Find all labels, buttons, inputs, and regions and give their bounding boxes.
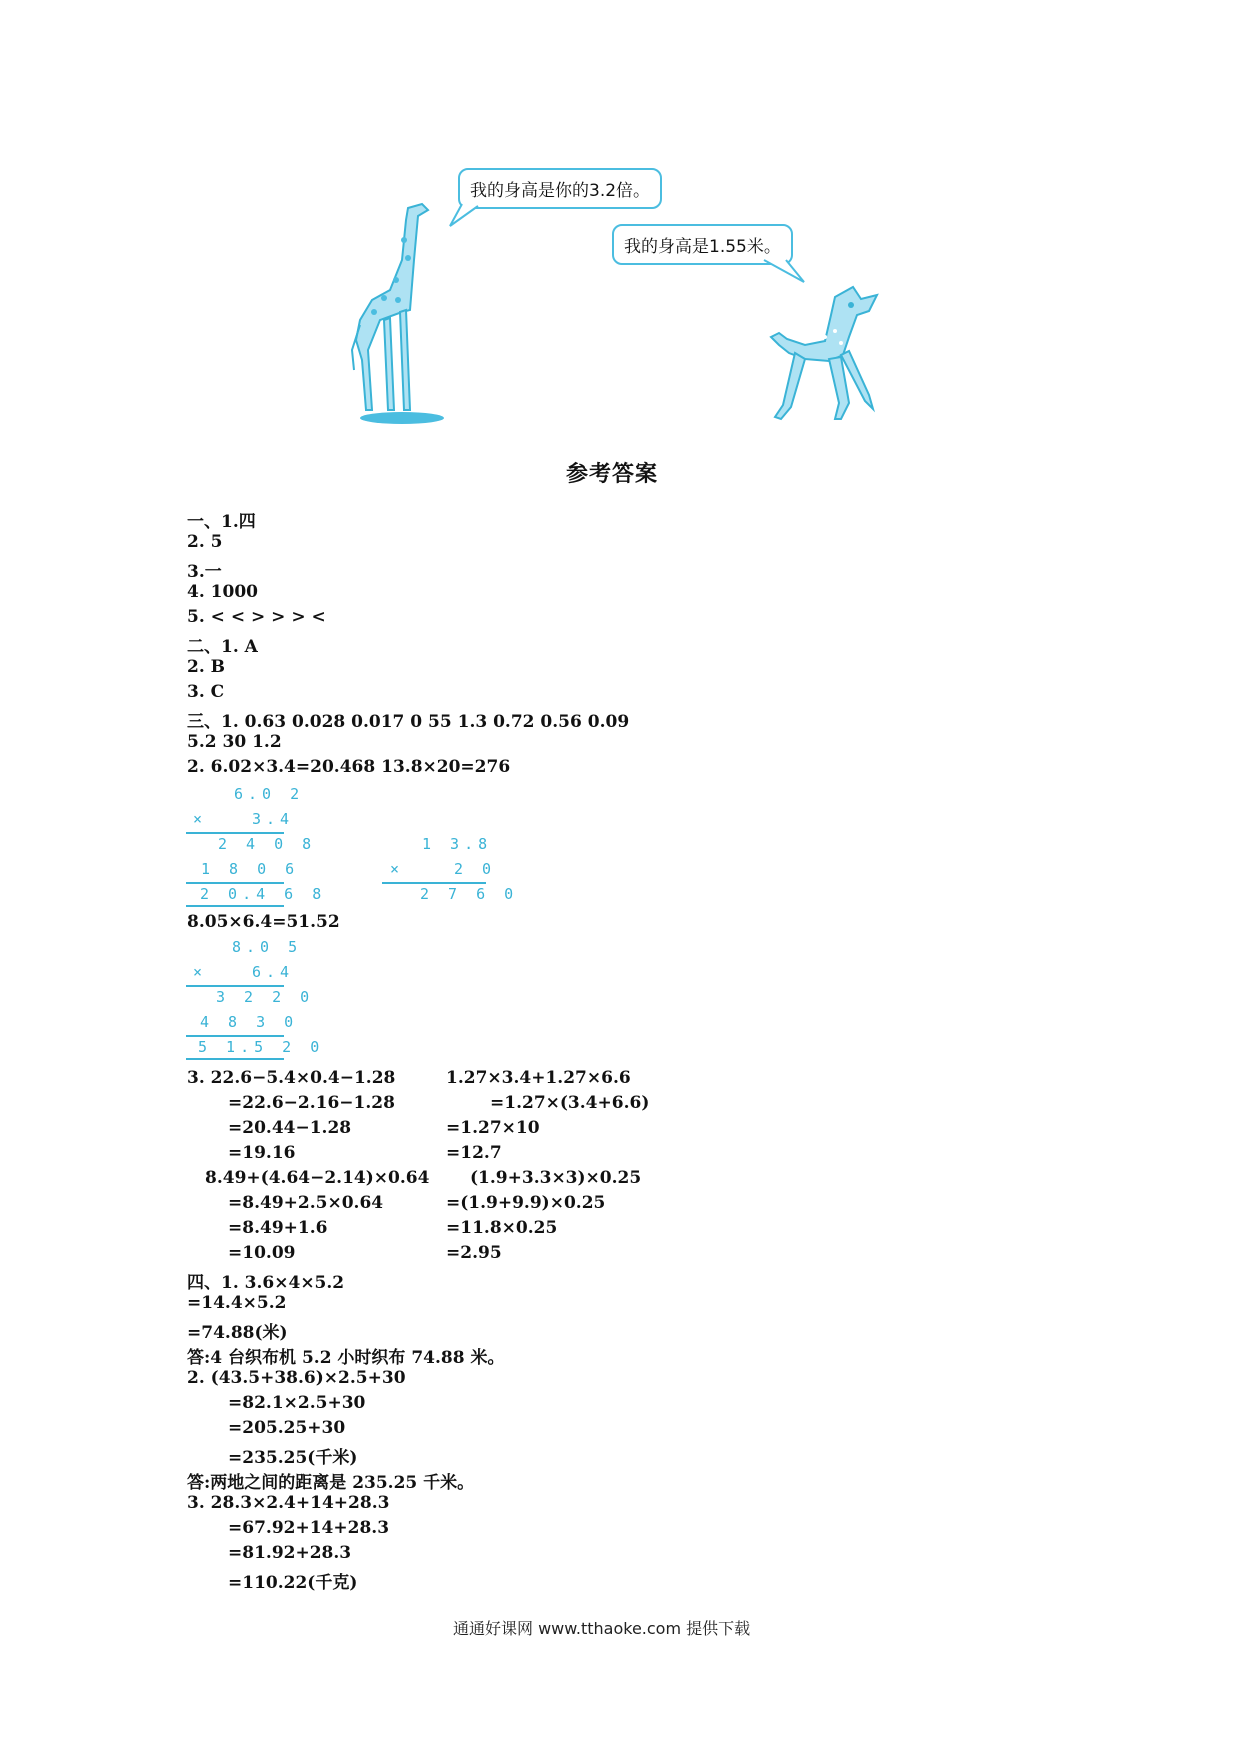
deer-speech-bubble: 我的身高是1.55米。 <box>612 224 793 265</box>
calc-line: 8.49+(4.64−2.14)×0.64 <box>205 1168 430 1188</box>
answer-line: 二、1. A <box>187 637 258 657</box>
calc-line: 3. 22.6−5.4×0.4−1.28 <box>187 1068 396 1088</box>
deer-bubble-tail <box>760 256 810 286</box>
solution-line: =235.25(千米) <box>228 1448 358 1468</box>
answer-line: 8.05×6.4=51.52 <box>187 912 340 932</box>
answer-sentence: 答:4 台织布机 5.2 小时织布 74.88 米。 <box>187 1348 505 1368</box>
answer-line: 5.2 30 1.2 <box>187 732 282 752</box>
solution-line: =81.92+28.3 <box>228 1543 352 1563</box>
calc-line: =12.7 <box>446 1143 502 1163</box>
calc-line: =(1.9+9.9)×0.25 <box>446 1193 606 1213</box>
solution-line: 四、1. 3.6×4×5.2 <box>187 1273 345 1293</box>
giraffe-illustration <box>350 200 460 425</box>
calc-line: (1.9+3.3×3)×0.25 <box>470 1168 642 1188</box>
giraffe-speech-bubble: 我的身高是你的3.2倍。 <box>458 168 662 209</box>
calc-line: 1.27×3.4+1.27×6.6 <box>446 1068 631 1088</box>
solution-line: =82.1×2.5+30 <box>228 1393 366 1413</box>
answer-line: 2. 6.02×3.4=20.468 13.8×20=276 <box>187 757 511 777</box>
deer-illustration <box>765 285 890 425</box>
answer-line: 2. 5 <box>187 532 223 552</box>
answer-line: 4. 1000 <box>187 582 258 602</box>
calc-line: =20.44−1.28 <box>228 1118 352 1138</box>
page-title: 参考答案 <box>566 462 659 487</box>
page-footer: 通通好课网 www.tthaoke.com 提供下载 <box>453 1619 751 1638</box>
answer-sentence: 答:两地之间的距离是 235.25 千米。 <box>187 1473 475 1493</box>
solution-line: =110.22(千克) <box>228 1573 358 1593</box>
calc-line: =11.8×0.25 <box>446 1218 558 1238</box>
answer-line: 5. < < > > > < <box>187 607 326 627</box>
calc-line: =2.95 <box>446 1243 502 1263</box>
calc-line: =1.27×(3.4+6.6) <box>490 1093 650 1113</box>
answer-line: 2. B <box>187 657 226 677</box>
solution-line: 3. 28.3×2.4+14+28.3 <box>187 1493 390 1513</box>
solution-line: =205.25+30 <box>228 1418 346 1438</box>
solution-line: =67.92+14+28.3 <box>228 1518 390 1538</box>
calc-line: =19.16 <box>228 1143 296 1163</box>
answer-line: 三、1. 0.63 0.028 0.017 0 55 1.3 0.72 0.56 0.09 <box>187 712 630 732</box>
calc-line: =8.49+1.6 <box>228 1218 328 1238</box>
solution-line: =74.88(米) <box>187 1323 288 1343</box>
calc-line: =1.27×10 <box>446 1118 540 1138</box>
calc-line: =10.09 <box>228 1243 296 1263</box>
answer-line: 一、1.四 <box>187 512 256 532</box>
answer-line: 3. C <box>187 682 225 702</box>
giraffe-bubble-tail <box>448 200 488 230</box>
solution-line: =14.4×5.2 <box>187 1293 287 1313</box>
solution-line: 2. (43.5+38.6)×2.5+30 <box>187 1368 406 1388</box>
calc-line: =8.49+2.5×0.64 <box>228 1193 384 1213</box>
answer-line: 3.一 <box>187 562 222 582</box>
calc-line: =22.6−2.16−1.28 <box>228 1093 395 1113</box>
